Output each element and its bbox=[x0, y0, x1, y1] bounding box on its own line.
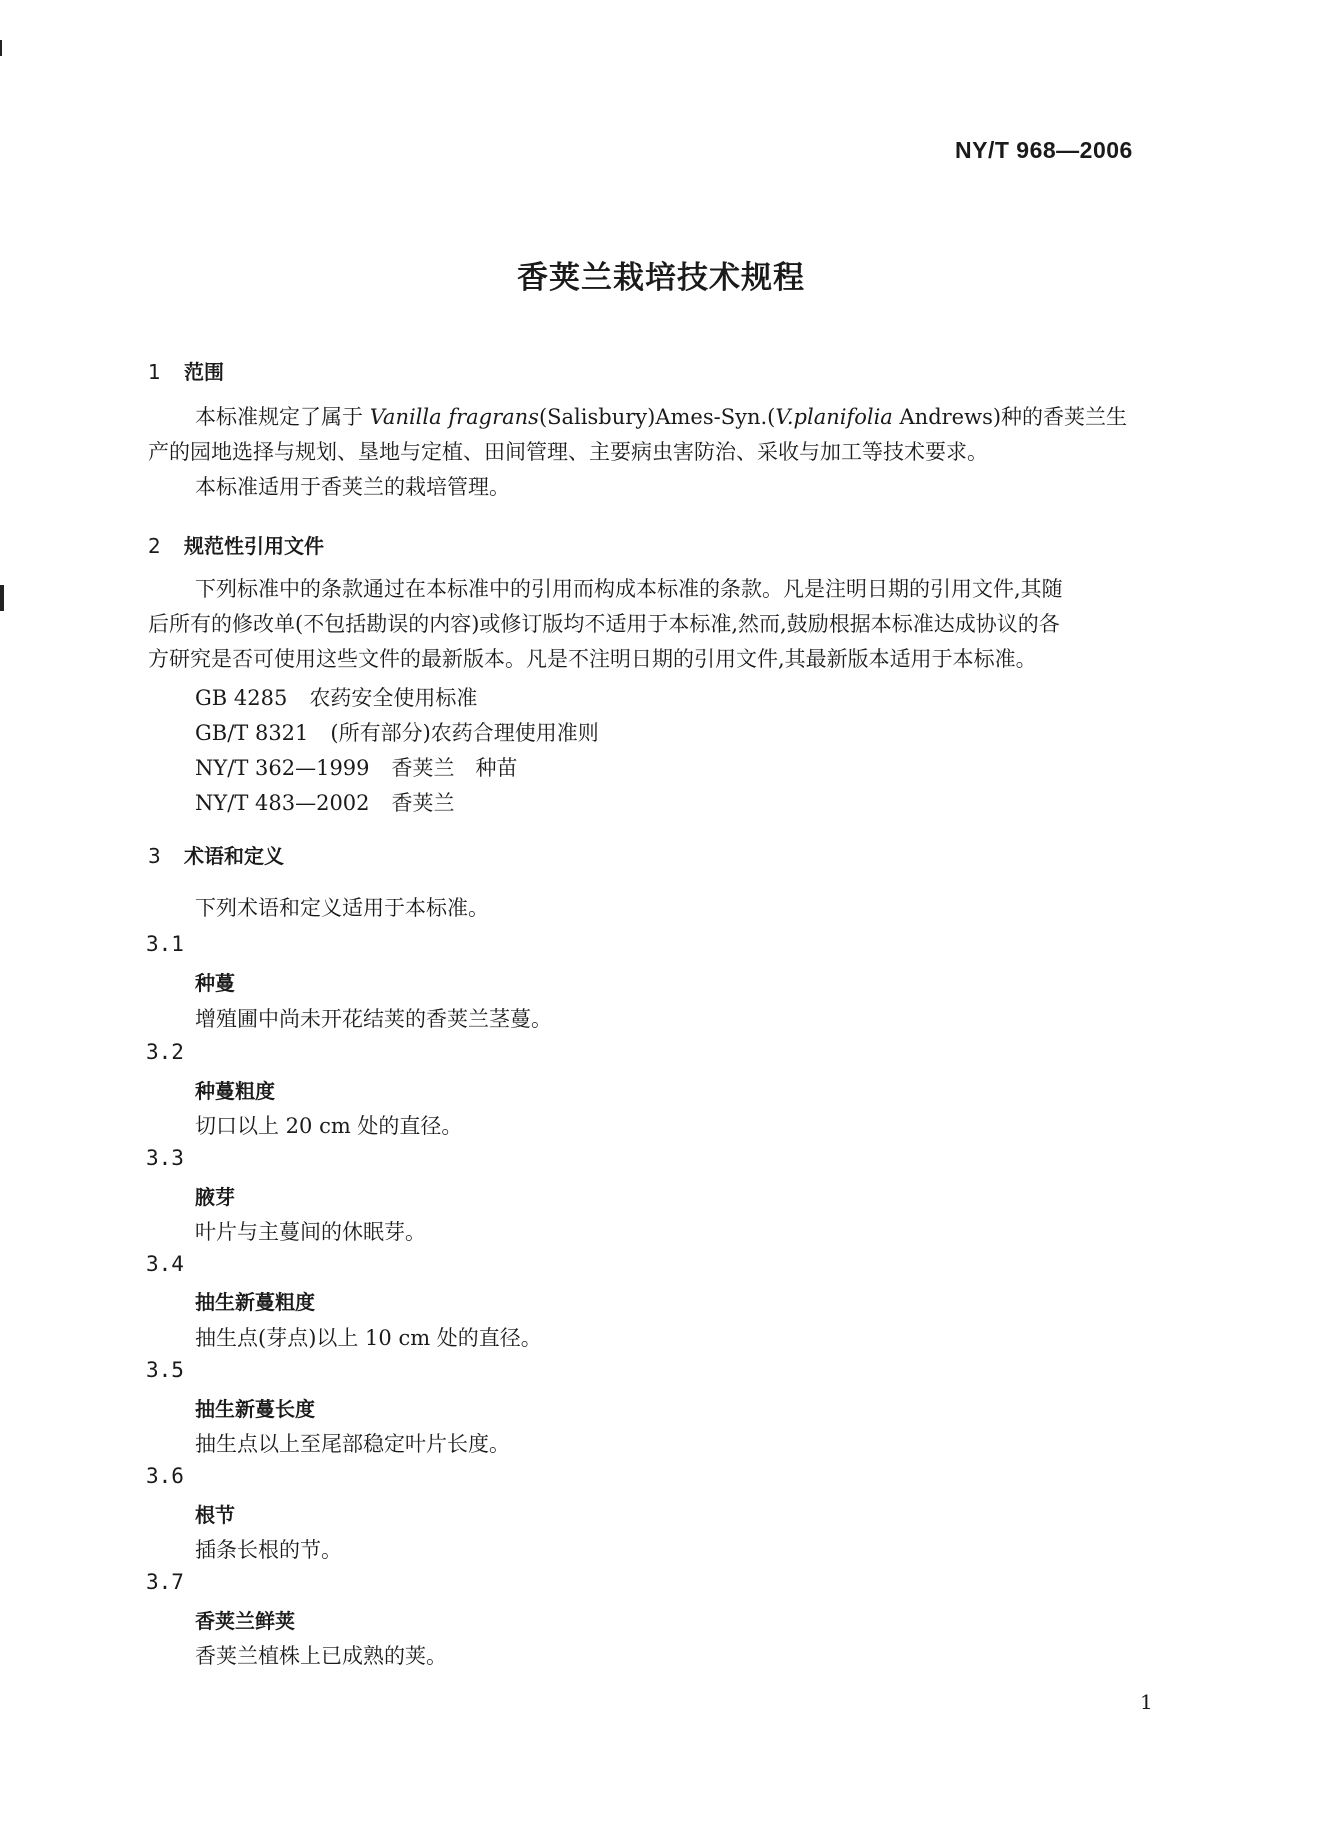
term-definition: 抽生点以上至尾部稳定叶片长度。 bbox=[195, 1432, 510, 1456]
term-definition: 叶片与主蔓间的休眠芽。 bbox=[195, 1220, 426, 1244]
section-title: 规范性引用文件 bbox=[184, 534, 324, 558]
paragraph-line: 本标准适用于香荚兰的栽培管理。 bbox=[195, 475, 510, 499]
term-number: 3.5 bbox=[146, 1358, 184, 1382]
paragraph-line: 后所有的修改单(不包括勘误的内容)或修订版均不适用于本标准,然而,鼓励根据本标准达成协议的各 bbox=[148, 612, 1060, 636]
term-name: 抽生新蔓粗度 bbox=[195, 1290, 315, 1314]
paragraph-line: 方研究是否可使用这些文件的最新版本。凡是不注明日期的引用文件,其最新版本适用于本标准。 bbox=[148, 647, 1037, 671]
term-name: 香荚兰鲜荚 bbox=[195, 1609, 295, 1633]
document-title: 香荚兰栽培技术规程 bbox=[517, 260, 805, 296]
term-name: 种蔓 bbox=[195, 971, 235, 995]
scan-mark bbox=[0, 40, 2, 56]
reference-code: GB/T 8321 bbox=[195, 721, 309, 745]
paragraph-line: 产的园地选择与规划、垦地与定植、田间管理、主要病虫害防治、采收与加工等技术要求。 bbox=[148, 440, 988, 464]
term-number: 3.7 bbox=[146, 1570, 184, 1594]
species-name: Vanilla fragrans bbox=[369, 405, 539, 429]
synonym-name: V.planifolia bbox=[775, 405, 893, 429]
term-number: 3.6 bbox=[146, 1464, 184, 1488]
reference-item bbox=[195, 717, 599, 747]
reference-item bbox=[195, 682, 477, 712]
reference-item bbox=[195, 787, 455, 817]
section-number: 3 bbox=[148, 844, 161, 868]
term-number: 3.3 bbox=[146, 1146, 184, 1170]
section-title: 范围 bbox=[184, 360, 224, 384]
section-heading-1 bbox=[148, 356, 224, 385]
reference-item bbox=[195, 752, 518, 782]
scan-mark bbox=[0, 585, 4, 611]
term-number: 3.2 bbox=[146, 1040, 184, 1064]
section-number: 2 bbox=[148, 534, 161, 558]
reference-code: NY/T 362—1999 bbox=[195, 756, 370, 780]
term-name: 根节 bbox=[195, 1503, 235, 1527]
page-number: 1 bbox=[1140, 1690, 1153, 1714]
reference-code: NY/T 483—2002 bbox=[195, 791, 370, 815]
standard-code: NY/T 968—2006 bbox=[955, 137, 1133, 163]
paragraph-normative-refs bbox=[148, 572, 1163, 677]
paragraph-line: 下列标准中的条款通过在本标准中的引用而构成本标准的条款。凡是注明日期的引用文件,其随 bbox=[195, 577, 1063, 601]
term-definition: 增殖圃中尚未开花结荚的香荚兰茎蔓。 bbox=[195, 1007, 552, 1031]
term-definition: 插条长根的节。 bbox=[195, 1538, 342, 1562]
term-name: 腋芽 bbox=[195, 1185, 235, 1209]
paragraph-line: 本标准规定了属于 Vanilla fragrans(Salisbury)Ames-Syn.(V.planifolia Andrews)种的香荚兰生 bbox=[195, 405, 1128, 429]
section-number: 1 bbox=[148, 360, 161, 384]
reference-code: GB 4285 bbox=[195, 686, 288, 710]
reference-name: 香荚兰 bbox=[391, 791, 455, 815]
reference-name: 农药安全使用标准 bbox=[309, 686, 478, 710]
reference-name: (所有部分)农药合理使用准则 bbox=[330, 721, 599, 745]
term-name: 抽生新蔓长度 bbox=[195, 1397, 315, 1421]
paragraph-scope bbox=[148, 400, 1163, 505]
term-number: 3.4 bbox=[146, 1252, 184, 1276]
section-heading-3 bbox=[148, 840, 284, 869]
section-heading-2 bbox=[148, 530, 324, 559]
section-intro: 下列术语和定义适用于本标准。 bbox=[195, 896, 489, 920]
term-number: 3.1 bbox=[146, 932, 184, 956]
term-definition: 切口以上 20 cm 处的直径。 bbox=[195, 1114, 463, 1138]
section-title: 术语和定义 bbox=[184, 844, 284, 868]
reference-name: 香荚兰 种苗 bbox=[391, 756, 518, 780]
term-name: 种蔓粗度 bbox=[195, 1079, 275, 1103]
term-definition: 抽生点(芽点)以上 10 cm 处的直径。 bbox=[195, 1326, 542, 1350]
term-definition: 香荚兰植株上已成熟的荚。 bbox=[195, 1644, 447, 1668]
